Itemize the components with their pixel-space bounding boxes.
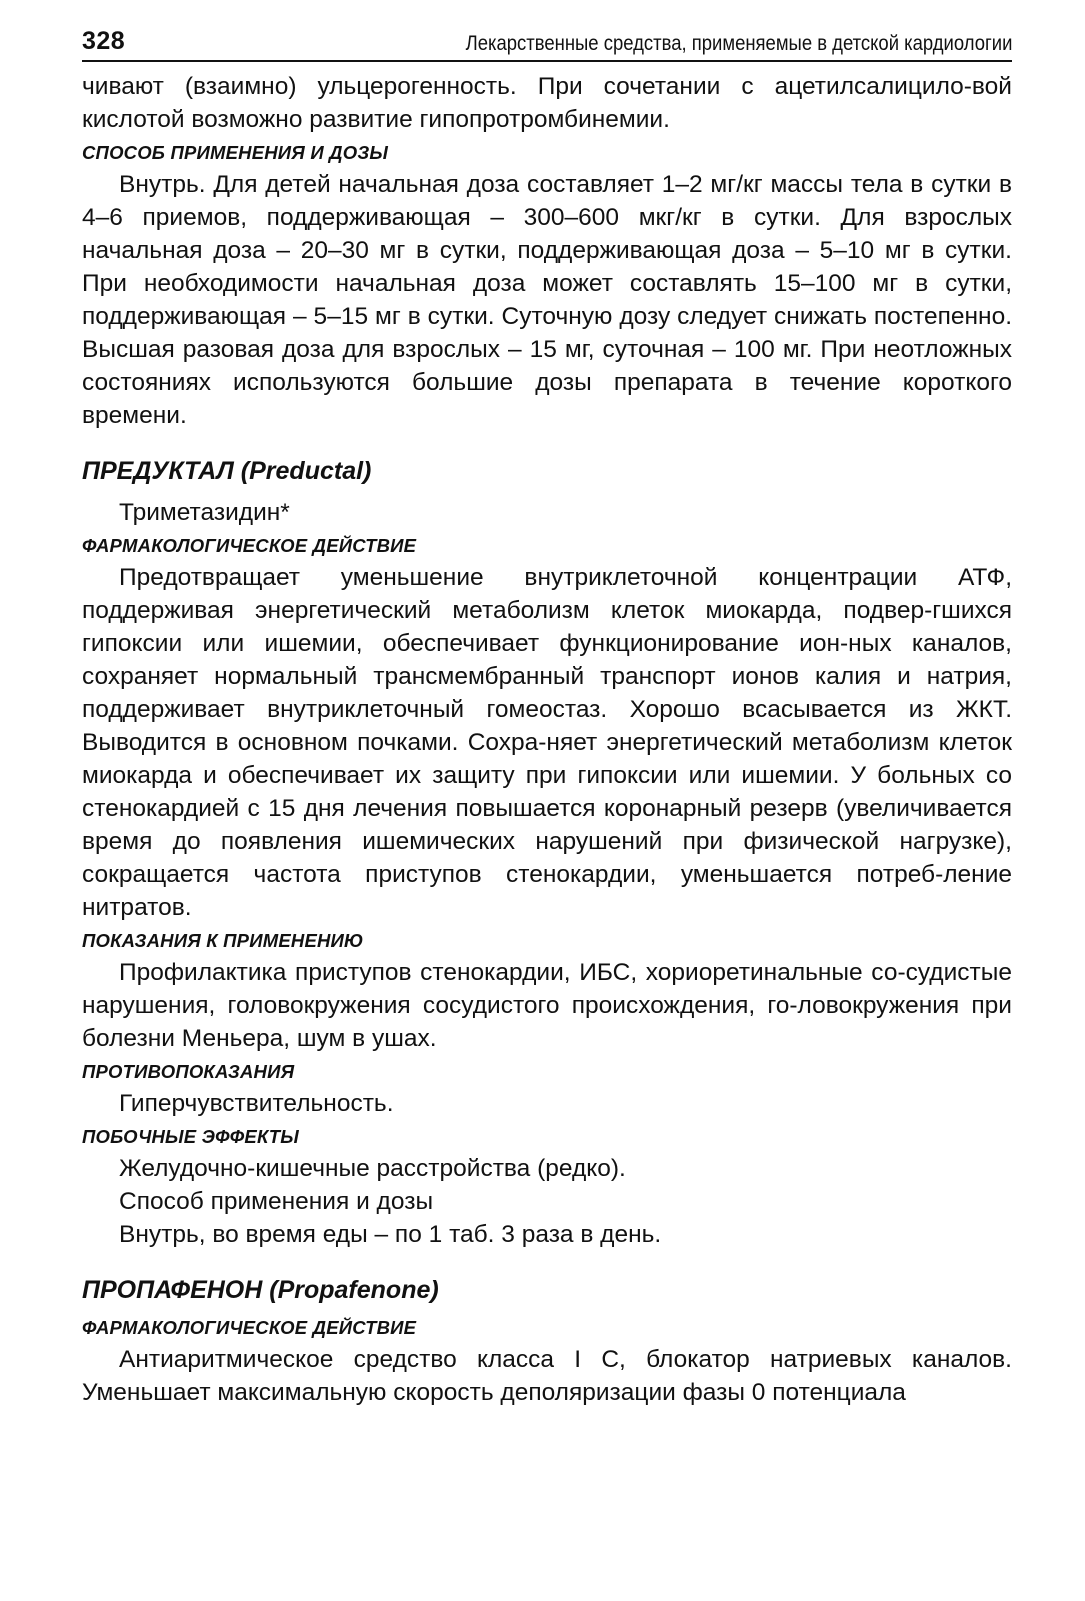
running-head xyxy=(82,20,1012,62)
dosage-label: Способ применения и дозы xyxy=(119,1188,434,1215)
indications-paragraph: Профилактика приступов стенокардии, ИБС, хориоретинальные со-судистые нарушения, головокружения сосудистого происхождения, го-ловокружения при болезни Меньера, шум в ушах. xyxy=(82,959,1012,1052)
section-heading-action-propafenone: ФАРМАКОЛОГИЧЕСКОЕ ДЕЙСТВИЕ xyxy=(82,1317,417,1338)
drug-title-propafenone: ПРОПАФЕНОН (Propafenone) xyxy=(82,1276,439,1304)
active-substance: Триметазидин* xyxy=(119,499,290,526)
contraindications-text: Гиперчувствительность. xyxy=(119,1090,394,1117)
section-heading-action: ФАРМАКОЛОГИЧЕСКОЕ ДЕЙСТВИЕ xyxy=(82,535,417,556)
drug-title-preductal: ПРЕДУКТАЛ (Preductal) xyxy=(82,457,372,485)
section-heading-indications: ПОКАЗАНИЯ К ПРИМЕНЕНИЮ xyxy=(82,930,364,951)
dosage-text: Внутрь, во время еды – по 1 таб. 3 раза в день. xyxy=(119,1221,662,1248)
action-paragraph: Предотвращает уменьшение внутриклеточной концентрации АТФ, поддерживая энергетический метаболизм клеток миокарда, подвер-гшихся гипоксии или ишемии, обеспечивает функционирование ион-ных каналов, сохраняет нормальный трансмембранный транспорт ионов калия и натрия, поддерживает внутриклеточный гомеостаз. Хорошо всасывается из ЖКТ. Выводится в основном почками. Сохра-няет энергетический метаболизм клеток миокарда и обеспечивает их защиту при гипоксии или ишемии. У больных со стенокардией с 15 дня лечения повышается коронарный резерв (увеличивается время до появления ишемических нарушений при физической нагрузке), сокращается частота приступов стенокардии, уменьшается потреб-ление нитратов. xyxy=(82,564,1012,921)
running-head-title: Лекарственные средства, применяемые в детской кардиологии xyxy=(465,32,1012,55)
dosage-paragraph: Внутрь. Для детей начальная доза составляет 1–2 мг/кг массы тела в сутки в 4–6 приемов, поддерживающая – 300–600 мкг/кг в сутки. Для взрослых начальная доза – 20–30 мг в сутки, поддерживающая доза – 5–10 мг в сутки. При необходимости начальная доза может составлять 15–100 мг в сутки, поддерживающая – 5–15 мг в сутки. Суточную дозу следует снижать постепенно. Высшая разовая доза для взрослых – 15 мг, суточная – 100 мг. При неотложных состояниях используются большие дозы препарата в течение короткого времени. xyxy=(82,171,1012,429)
section-heading-side-effects: ПОБОЧНЫЕ ЭФФЕКТЫ xyxy=(82,1126,299,1147)
continuation-paragraph: чивают (взаимно) ульцерогенность. При сочетании с ацетилсалицило-вой кислотой возможно развитие гипопротромбинемии. xyxy=(82,73,1012,133)
book-page xyxy=(82,20,1012,1409)
section-heading-dosage: СПОСОБ ПРИМЕНЕНИЯ И ДОЗЫ xyxy=(82,142,389,163)
page-number: 328 xyxy=(82,27,126,55)
propafenone-action-paragraph: Антиаритмическое средство класса I C, блокатор натриевых каналов. Уменьшает максимальную скорость деполяризации фазы 0 потенциала xyxy=(82,1346,1012,1406)
side-effects-text: Желудочно-кишечные расстройства (редко). xyxy=(119,1155,626,1182)
page-content xyxy=(82,70,1012,1409)
section-heading-contraindications: ПРОТИВОПОКАЗАНИЯ xyxy=(82,1061,295,1082)
